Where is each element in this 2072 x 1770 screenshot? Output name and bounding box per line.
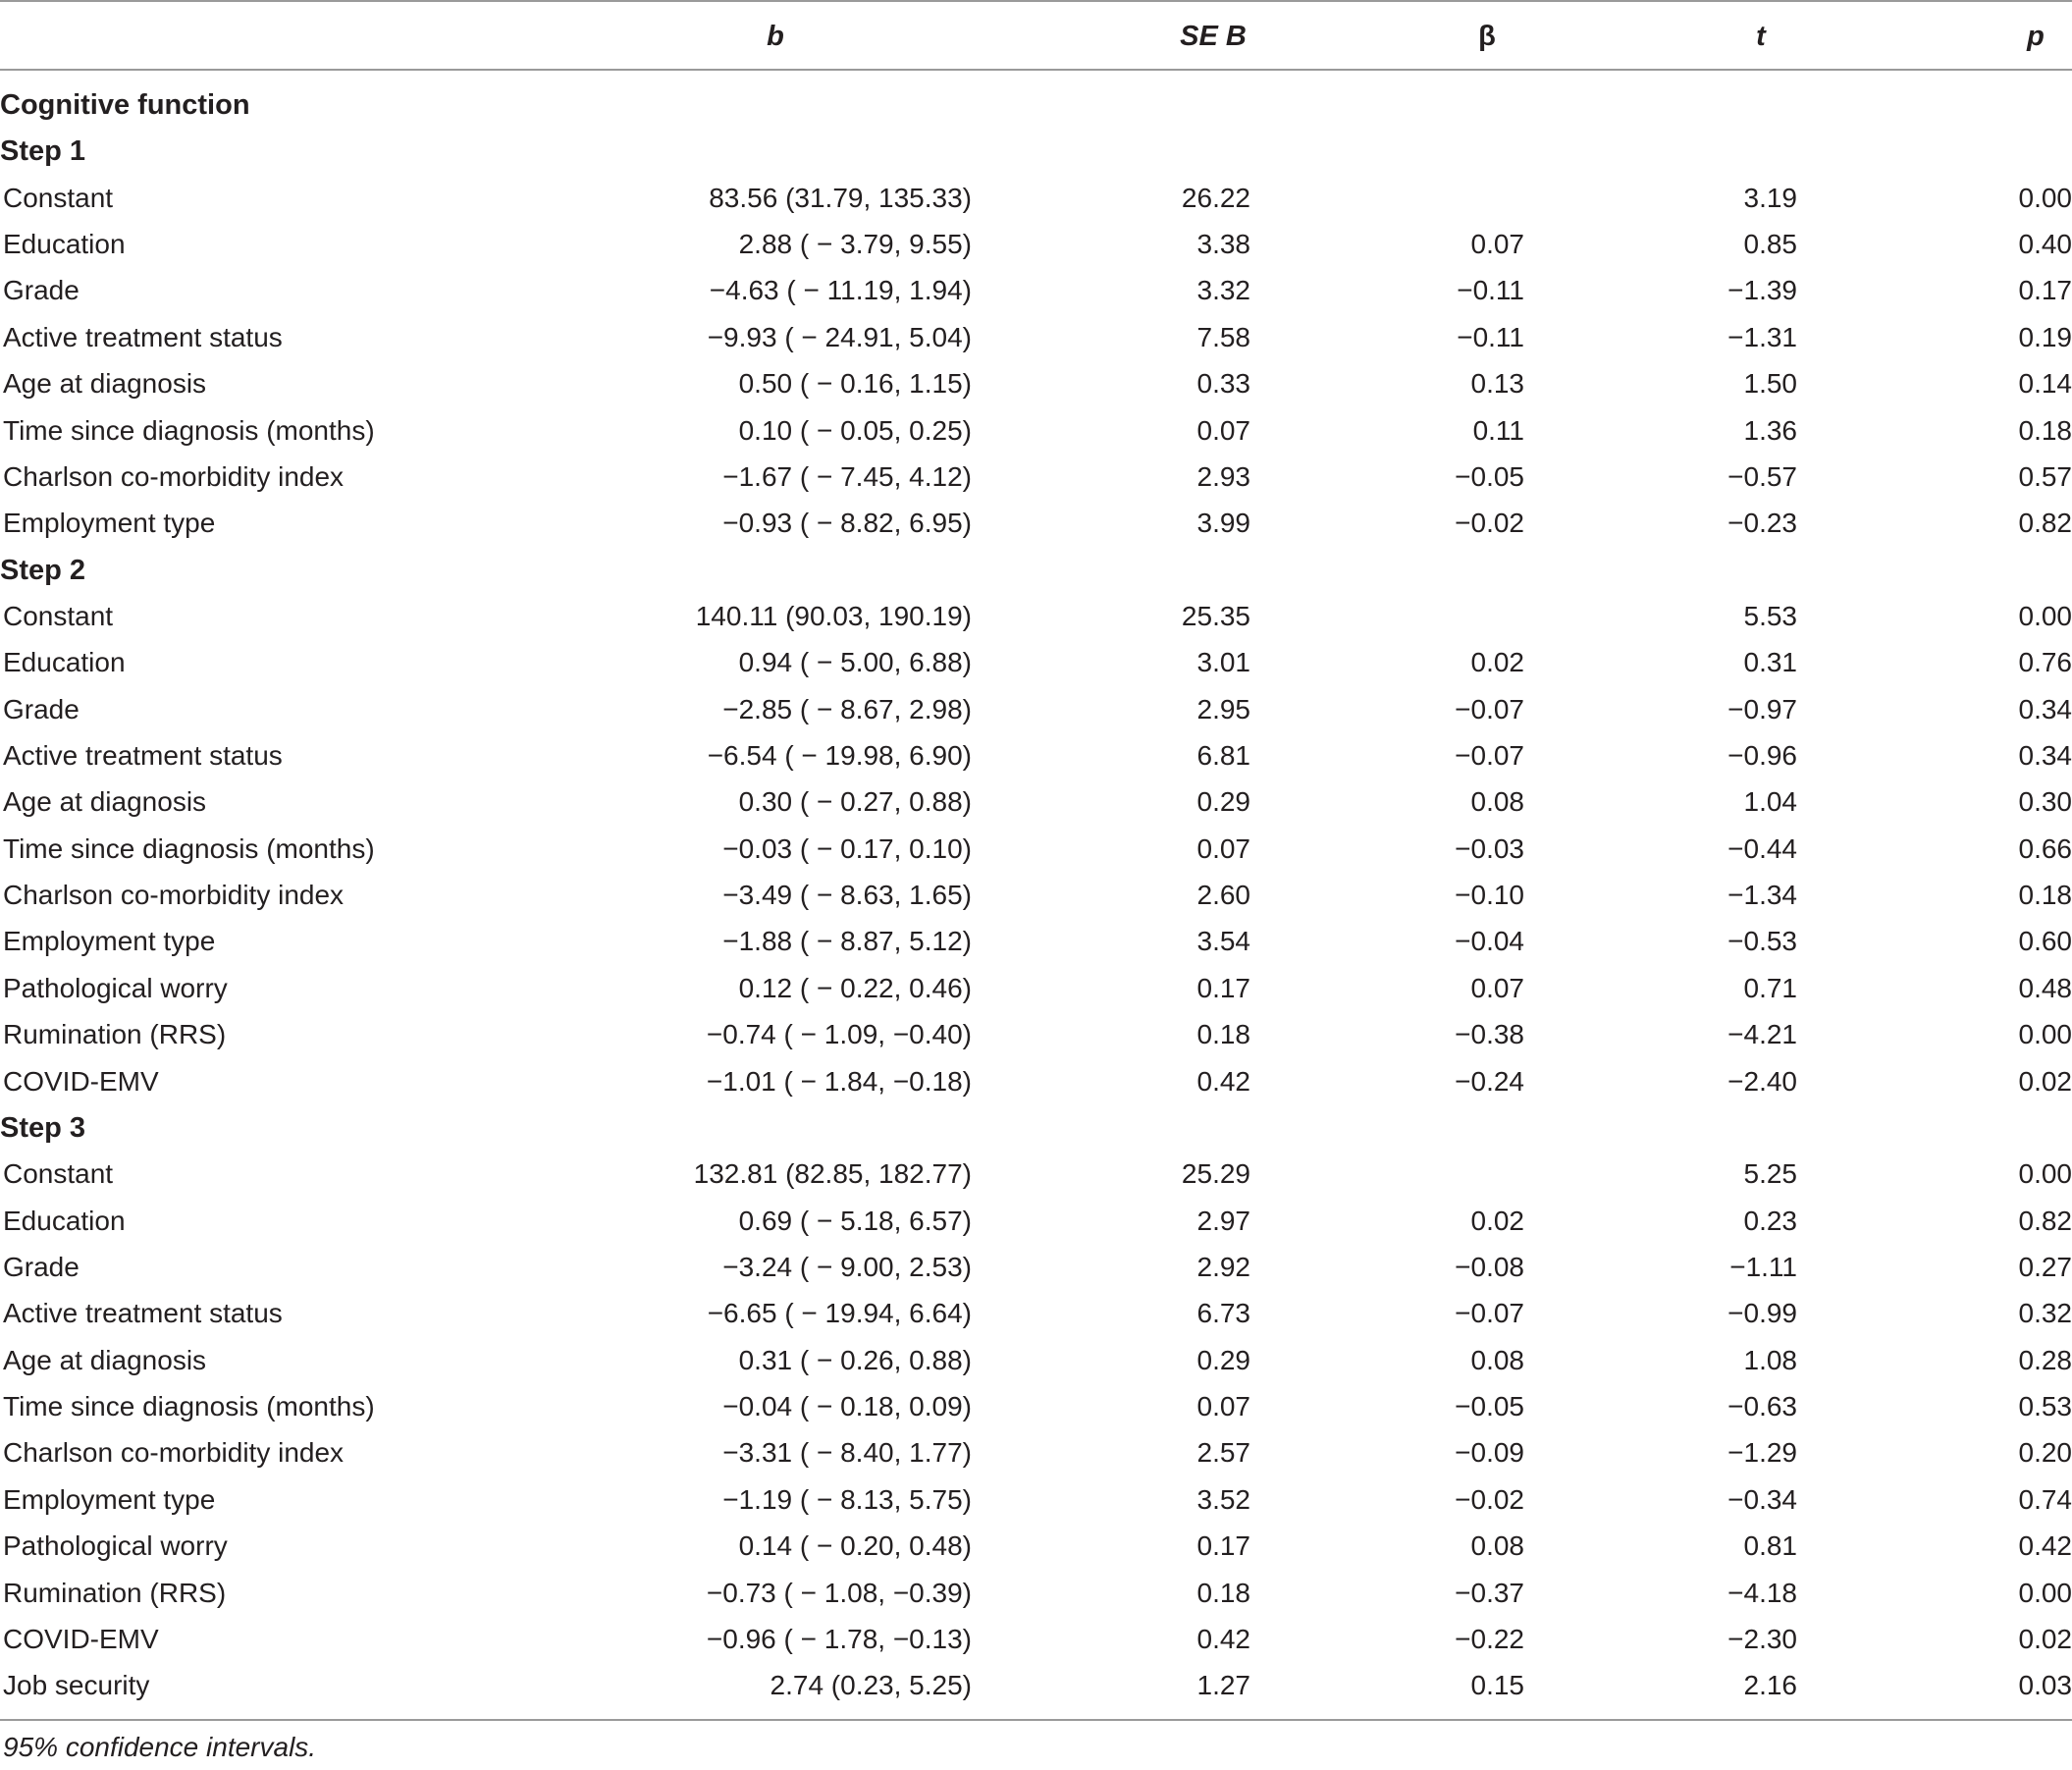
cell-beta-value: 0.07 [1470,229,1524,259]
cell-b-value: 2.88 ( − 3.79, 9.55) [738,229,972,259]
cell-label: Education [3,647,126,677]
cell-b-value: −3.24 ( − 9.00, 2.53) [722,1252,972,1282]
header-b: b [767,21,784,52]
cell-p-value: 0.76 [2018,647,2072,677]
cell-se-b-value: 0.29 [1196,1345,1250,1375]
cell-se-b-value: 2.92 [1196,1252,1250,1282]
cell-b-value: −3.49 ( − 8.63, 1.65) [722,880,972,910]
cell-b-value: −0.73 ( − 1.08, −0.39) [706,1578,972,1608]
cell-se-b-value: 0.42 [1196,1066,1250,1097]
cell-beta-value: 0.15 [1470,1670,1524,1700]
cell-label: Time since diagnosis (months) [3,833,375,864]
cell-label: COVID-EMV [3,1066,159,1097]
cell-b-value: 0.10 ( − 0.05, 0.25) [738,415,972,446]
cell-beta-value: 0.08 [1470,786,1524,817]
cell-b-value: −0.96 ( − 1.78, −0.13) [706,1624,972,1654]
cell-b-value: 140.11 (90.03, 190.19) [695,601,972,631]
cell-beta-value: −0.22 [1455,1624,1524,1654]
cell-se-b-value: 2.57 [1196,1437,1250,1468]
cell-b-value: −2.85 ( − 8.67, 2.98) [722,694,972,724]
cell-t-value: −4.18 [1727,1578,1797,1608]
cell-label: Education [3,1206,126,1236]
cell-b-value: −4.63 ( − 11.19, 1.94) [709,275,972,305]
cell-t-value: −1.39 [1727,275,1797,305]
cell-label: Charlson co-morbidity index [3,461,345,492]
cell-p-value: 0.28 [2018,1345,2072,1375]
cell-se-b-value: 0.07 [1196,415,1250,446]
cell-p-value: 0.74 [2018,1484,2072,1515]
cell-beta-value: 0.02 [1470,647,1524,677]
cell-se-b-value: 1.27 [1196,1670,1250,1700]
cell-label: Constant [3,183,114,213]
cell-beta-value: −0.05 [1455,1391,1524,1421]
cell-t-value: −0.97 [1727,694,1797,724]
cell-p-value: 0.00 [2018,601,2072,631]
cell-b-value: −1.67 ( − 7.45, 4.12) [722,461,972,492]
cell-p-value: 0.53 [2018,1391,2072,1421]
cell-p-value: 0.00 [2018,1578,2072,1608]
cell-t-value: −1.31 [1727,322,1797,352]
cell-p-value: 0.57 [2018,461,2072,492]
cell-t-value: −0.34 [1727,1484,1797,1515]
cell-beta-value: −0.07 [1455,1298,1524,1328]
cell-label: Active treatment status [3,740,283,771]
cell-beta-value: −0.08 [1455,1252,1524,1282]
cell-p-value: 0.19 [2018,322,2072,352]
cell-t-value: −2.40 [1727,1066,1797,1097]
cell-beta-value: −0.07 [1455,740,1524,771]
cell-b-value: −0.04 ( − 0.18, 0.09) [722,1391,972,1421]
cell-se-b-value: 25.29 [1181,1158,1250,1189]
cell-p-value: 0.00 [2018,1019,2072,1049]
cell-se-b-value: 6.81 [1196,740,1250,771]
cell-se-b-value: 3.32 [1196,275,1250,305]
cell-se-b-value: 0.07 [1196,833,1250,864]
cell-se-b-value: 0.18 [1196,1019,1250,1049]
cell-p-value: 0.18 [2018,880,2072,910]
cell-beta-value: −0.09 [1455,1437,1524,1468]
cell-beta-value: 0.08 [1470,1530,1524,1561]
cell-label: Employment type [3,508,216,538]
cell-p-value: 0.02 [2018,1624,2072,1654]
cell-t-value: −1.29 [1727,1437,1797,1468]
cell-beta-value: 0.11 [1472,415,1524,446]
cell-t-value: −0.96 [1727,740,1797,771]
cell-t-value: 0.23 [1743,1206,1797,1236]
cell-se-b-value: 0.33 [1196,368,1250,399]
cell-se-b-value: 2.60 [1196,880,1250,910]
cell-label: Time since diagnosis (months) [3,415,375,446]
cell-b-value: 0.12 ( − 0.22, 0.46) [738,973,972,1003]
cell-beta-value: −0.05 [1455,461,1524,492]
cell-label: COVID-EMV [3,1624,159,1654]
cell-se-b-value: 0.18 [1196,1578,1250,1608]
cell-label: Time since diagnosis (months) [3,1391,375,1421]
cell-b-value: −3.31 ( − 8.40, 1.77) [722,1437,972,1468]
step-heading: Step 2 [0,555,86,586]
cell-b-value: −0.74 ( − 1.09, −0.40) [706,1019,972,1049]
cell-label: Active treatment status [3,1298,283,1328]
cell-t-value: −0.44 [1727,833,1797,864]
cell-t-value: 0.81 [1743,1530,1797,1561]
cell-se-b-value: 25.35 [1181,601,1250,631]
cell-t-value: −0.53 [1727,926,1797,956]
cell-t-value: 0.71 [1743,973,1797,1003]
cell-p-value: 0.27 [2018,1252,2072,1282]
footnote: 95% confidence intervals. [3,1732,317,1762]
cell-b-value: −1.01 ( − 1.84, −0.18) [706,1066,972,1097]
top-rule [0,0,2072,2]
cell-t-value: 1.08 [1743,1345,1797,1375]
cell-t-value: 1.36 [1743,415,1797,446]
header-p: p [2027,21,2045,52]
cell-p-value: 0.32 [2018,1298,2072,1328]
cell-beta-value: −0.38 [1455,1019,1524,1049]
cell-t-value: −1.11 [1729,1252,1797,1282]
cell-p-value: 0.34 [2018,694,2072,724]
cell-label: Constant [3,1158,114,1189]
cell-b-value: 132.81 (82.85, 182.77) [693,1158,972,1189]
cell-label: Constant [3,601,114,631]
cell-b-value: 0.50 ( − 0.16, 1.15) [738,368,972,399]
cell-b-value: 0.94 ( − 5.00, 6.88) [738,647,972,677]
cell-se-b-value: 0.07 [1196,1391,1250,1421]
cell-b-value: −1.88 ( − 8.87, 5.12) [722,926,972,956]
cell-se-b-value: 2.97 [1196,1206,1250,1236]
cell-beta-value: −0.02 [1455,508,1524,538]
cell-t-value: 0.31 [1743,647,1797,677]
cell-beta-value: 0.02 [1470,1206,1524,1236]
cell-p-value: 0.66 [2018,833,2072,864]
cell-b-value: −9.93 ( − 24.91, 5.04) [707,322,972,352]
cell-label: Pathological worry [3,973,228,1003]
cell-se-b-value: 3.99 [1196,508,1250,538]
cell-p-value: 0.42 [2018,1530,2072,1561]
cell-beta-value: −0.07 [1455,694,1524,724]
cell-label: Age at diagnosis [3,786,207,817]
cell-p-value: 0.00 [2018,1158,2072,1189]
cell-p-value: 0.82 [2018,1206,2072,1236]
cell-p-value: 0.14 [2018,368,2072,399]
cell-p-value: 0.48 [2018,973,2072,1003]
cell-p-value: 0.82 [2018,508,2072,538]
cell-label: Grade [3,275,80,305]
cell-label: Job security [3,1670,150,1700]
cell-t-value: −0.99 [1727,1298,1797,1328]
cell-t-value: −0.63 [1727,1391,1797,1421]
cell-t-value: 5.53 [1743,601,1797,631]
cell-t-value: −0.23 [1727,508,1797,538]
cell-label: Grade [3,1252,80,1282]
cell-p-value: 0.30 [2018,786,2072,817]
cell-se-b-value: 0.17 [1196,1530,1250,1561]
header-rule [0,69,2072,71]
cell-label: Age at diagnosis [3,368,207,399]
cell-label: Charlson co-morbidity index [3,1437,345,1468]
cell-label: Employment type [3,926,216,956]
cell-p-value: 0.17 [2018,275,2072,305]
cell-se-b-value: 3.52 [1196,1484,1250,1515]
cell-b-value: −0.03 ( − 0.17, 0.10) [722,833,972,864]
header-beta: β [1478,21,1496,52]
cell-se-b-value: 3.01 [1196,647,1250,677]
cell-p-value: 0.02 [2018,1066,2072,1097]
cell-beta-value: −0.03 [1455,833,1524,864]
cell-beta-value: −0.02 [1455,1484,1524,1515]
cell-b-value: 0.30 ( − 0.27, 0.88) [738,786,972,817]
cell-beta-value: −0.24 [1455,1066,1524,1097]
section-title: Cognitive function [0,89,250,121]
cell-p-value: 0.20 [2018,1437,2072,1468]
cell-b-value: −1.19 ( − 8.13, 5.75) [722,1484,972,1515]
cell-se-b-value: 0.29 [1196,786,1250,817]
cell-t-value: 1.04 [1743,786,1797,817]
cell-label: Pathological worry [3,1530,228,1561]
cell-p-value: 0.60 [2018,926,2072,956]
cell-beta-value: −0.04 [1455,926,1524,956]
cell-b-value: 83.56 (31.79, 135.33) [709,183,972,213]
cell-t-value: 2.16 [1743,1670,1797,1700]
cell-beta-value: −0.11 [1457,275,1524,305]
step-heading: Step 3 [0,1112,86,1144]
cell-label: Active treatment status [3,322,283,352]
header-se-b: SE B [1180,21,1247,52]
step-heading: Step 1 [0,135,86,167]
cell-t-value: −1.34 [1727,880,1797,910]
cell-beta-value: −0.11 [1457,322,1524,352]
cell-label: Education [3,229,126,259]
cell-b-value: 0.14 ( − 0.20, 0.48) [738,1530,972,1561]
header-t: t [1756,21,1766,52]
cell-p-value: 0.34 [2018,740,2072,771]
cell-beta-value: 0.07 [1470,973,1524,1003]
cell-se-b-value: 3.54 [1196,926,1250,956]
cell-t-value: −0.57 [1727,461,1797,492]
cell-se-b-value: 7.58 [1196,322,1250,352]
cell-se-b-value: 2.93 [1196,461,1250,492]
cell-se-b-value: 6.73 [1196,1298,1250,1328]
cell-se-b-value: 26.22 [1181,183,1250,213]
cell-se-b-value: 0.17 [1196,973,1250,1003]
bottom-rule [0,1719,2072,1721]
cell-se-b-value: 3.38 [1196,229,1250,259]
cell-label: Employment type [3,1484,216,1515]
cell-t-value: 5.25 [1743,1158,1797,1189]
cell-t-value: 1.50 [1743,368,1797,399]
cell-beta-value: −0.37 [1455,1578,1524,1608]
cell-p-value: 0.03 [2018,1670,2072,1700]
cell-label: Age at diagnosis [3,1345,207,1375]
cell-b-value: 0.69 ( − 5.18, 6.57) [738,1206,972,1236]
cell-se-b-value: 2.95 [1196,694,1250,724]
cell-p-value: 0.18 [2018,415,2072,446]
cell-b-value: −6.65 ( − 19.94, 6.64) [707,1298,972,1328]
cell-beta-value: 0.13 [1470,368,1524,399]
cell-b-value: −6.54 ( − 19.98, 6.90) [707,740,972,771]
cell-p-value: 0.00 [2018,183,2072,213]
cell-t-value: 0.85 [1743,229,1797,259]
cell-se-b-value: 0.42 [1196,1624,1250,1654]
cell-t-value: −2.30 [1727,1624,1797,1654]
cell-b-value: 2.74 (0.23, 5.25) [770,1670,972,1700]
cell-beta-value: −0.10 [1455,880,1524,910]
cell-b-value: 0.31 ( − 0.26, 0.88) [738,1345,972,1375]
cell-label: Grade [3,694,80,724]
cell-t-value: −4.21 [1727,1019,1797,1049]
cell-label: Charlson co-morbidity index [3,880,345,910]
cell-t-value: 3.19 [1743,183,1797,213]
cell-beta-value: 0.08 [1470,1345,1524,1375]
cell-p-value: 0.40 [2018,229,2072,259]
cell-b-value: −0.93 ( − 8.82, 6.95) [722,508,972,538]
cell-label: Rumination (RRS) [3,1019,227,1049]
cell-label: Rumination (RRS) [3,1578,227,1608]
